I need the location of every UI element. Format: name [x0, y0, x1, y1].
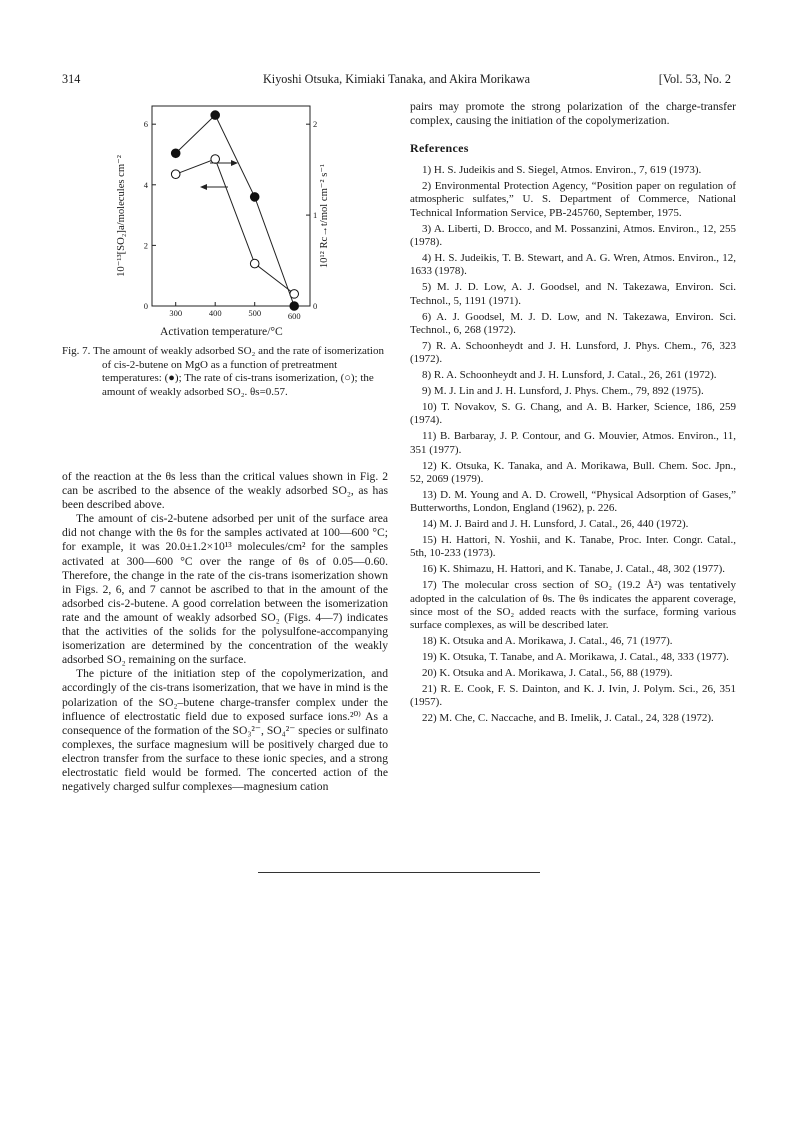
reference-item: 20) K. Otsuka and A. Morikawa, J. Catal., 56, 88 (1979). [422, 667, 673, 680]
data-point-filled [290, 302, 299, 311]
reference-item: 22) M. Che, C. Naccache, and B. Imelik, J. Catal., 24, 328 (1972). [422, 712, 714, 725]
data-point-filled [171, 149, 180, 158]
figure-caption-text: Fig. 7. The amount of weakly adsorbed SO₂ and the rate of isomerization of cis-2-butene on MgO as a function of pretreatment temperatures: (●); The rate of cis-trans isomerization, (○); the amount of weakly adsorbed SO₂. θs=0.57. [62, 345, 384, 398]
references-heading: References [410, 141, 469, 156]
page-number: 314 [62, 72, 81, 86]
reference-item: 19) K. Otsuka, T. Tanabe, and A. Morikawa, J. Catal., 48, 333 (1977). [422, 651, 729, 664]
figure-caption [62, 345, 388, 399]
y-left-tick-label: 6 [143, 119, 148, 130]
data-point-open [290, 290, 299, 299]
reference-item: 8) R. A. Schoonheydt and J. H. Lunsford, J. Catal., 26, 261 (1972). [422, 369, 717, 382]
x-tick-label: 400 [208, 308, 222, 318]
continuation-paragraph: pairs may promote the strong polarization of the charge-transfer complex, causing the initiation of the copolymerization. [410, 100, 736, 128]
x-tick-label: 500 [248, 308, 262, 318]
reference-item: 13) D. M. Young and A. D. Crowell, “Physical Adsorption of Gases,” Butterworths, London, England (1962), p. 226. [410, 488, 736, 515]
paragraph-2: The amount of cis-2-butene adsorbed per unit of the surface area did not change with the θs for the samples activated at 100—600 °C; for example, it was 20.0±1.2×10¹³ molecules/cm² for the samples activated at 300—600 °C over the range of θs of 0.05—0.60. Therefore, the change in the rate of the cis-trans isomerization shown in Figs. 2, 6, and 7 cannot be ascribed to that in the amount of the adsorbed cis-2-butene. A good correlation between the isomerization rate and the amount of weakly adsorbed SO₂ (Figs. 4—7) indicates that the activities of the solids for the polysulfone-accompanying isomerization are determined by the concentration of the weakly adsorbed SO₂ remaining on the surface. [62, 512, 388, 667]
volume-info: [Vol. 53, No. 2 [658, 72, 731, 86]
reference-item: 7) R. A. Schoonheydt and J. H. Lunsford, J. Phys. Chem., 76, 323 (1972). [410, 339, 736, 366]
plot-frame [152, 106, 310, 306]
end-rule [258, 872, 540, 873]
paragraph-3: The picture of the initiation step of the copolymerization, and accordingly of the cis-trans isomerization, that we have in mind is the polarization of the SO₂–butene charge-transfer complex under the influence of electrostatic field due to exposed surface ions.²⁰⁾ As a consequence of the formation of the SO₃²⁻, SO₄²⁻ species or sulfinato complexes, the surface magnesium will be positively charged due to electron transfer from the surface to these ionic species, and a strong electrostatic field would be formed. The concerted action of the negatively charged sulfur complexes—magnesium cation [62, 667, 388, 794]
data-point-filled [250, 193, 259, 202]
data-point-open [211, 155, 220, 164]
figure-7-chart [100, 98, 350, 330]
running-header [62, 72, 731, 90]
data-point-filled [211, 111, 220, 120]
running-authors: Kiyoshi Otsuka, Kimiaki Tanaka, and Akira Morikawa [263, 72, 530, 86]
chart-axes [152, 106, 310, 306]
y-right-tick-label: 2 [313, 119, 318, 130]
reference-item: 6) A. J. Goodsel, M. J. D. Low, and N. Takezawa, Environ. Sci. Technol., 6, 268 (1972). [410, 310, 736, 336]
reference-item: 21) R. E. Cook, F. S. Dainton, and K. J. Ivin, J. Polym. Sci., 26, 351 (1957). [410, 683, 736, 709]
reference-item: 5) M. J. D. Low, A. J. Goodsel, and N. Takezawa, Environ. Sci. Technol., 5, 1191 (1971). [410, 281, 736, 307]
reference-item: 9) M. J. Lin and J. H. Lunsford, J. Phys. Chem., 79, 892 (1975). [422, 385, 704, 398]
y-left-tick-label: 2 [143, 240, 148, 251]
reference-item: 18) K. Otsuka and A. Morikawa, J. Catal., 46, 71 (1977). [422, 635, 673, 648]
y-right-tick-label: 0 [313, 301, 318, 311]
reference-item: 3) A. Liberti, D. Brocco, and M. Possanzini, Atmos. Environ., 12, 255 (1978). [410, 222, 736, 249]
references-list [410, 164, 736, 726]
series-line [176, 159, 295, 294]
chart-series [171, 111, 298, 311]
data-point-open [250, 259, 259, 268]
x-tick-label: 300 [169, 308, 183, 318]
reference-item: 14) M. J. Baird and J. H. Lunsford, J. Catal., 26, 440 (1972). [422, 518, 689, 531]
reference-item: 2) Environmental Protection Agency, “Position paper on regulation of atmospheric sulfates,” U. S. Department of Commerce, National Technical Information Service, PB-245760, September, 1975. [410, 180, 736, 219]
y-axis-left-label: 10⁻¹³[SO₂]a/molecules cm⁻² [116, 155, 127, 277]
reference-item: 11) B. Barbaray, J. P. Contour, and G. Mouvier, Atmos. Environ., 11, 351 (1977). [410, 430, 736, 456]
x-tick-label: 600 [287, 311, 301, 321]
reference-item: 1) H. S. Judeikis and S. Siegel, Atmos. Environ., 7, 619 (1973). [422, 164, 702, 177]
data-point-open [171, 170, 180, 179]
y-right-tick-label: 1 [313, 210, 318, 221]
reference-item: 4) H. S. Judeikis, T. B. Stewart, and A. G. Wren, Atmos. Environ., 12, 1633 (1978). [410, 252, 736, 278]
y-axis-right-label: 10¹² Rc→t/mol cm⁻² s⁻¹ [319, 163, 330, 269]
right-column [410, 100, 736, 728]
y-left-tick-label: 4 [143, 179, 148, 190]
reference-item: 10) T. Novakov, S. G. Chang, and A. B. Harker, Science, 186, 259 (1974). [410, 401, 736, 427]
reference-item: 15) H. Hattori, N. Yoshii, and K. Tanabe, Proc. Inter. Congr. Catal., 5th, 10-233 (1973). [410, 534, 736, 560]
reference-item: 16) K. Shimazu, H. Hattori, and K. Tanabe, J. Catal., 48, 302 (1977). [422, 563, 725, 576]
reference-item: 12) K. Otsuka, K. Tanaka, and A. Morikawa, Bull. Chem. Soc. Jpn., 52, 2069 (1979). [410, 459, 736, 485]
y-left-tick-label: 0 [143, 301, 148, 311]
paragraph-1: of the reaction at the θs less than the critical values shown in Fig. 2 can be ascribed to the absence of the weakly adsorbed SO₂, as has been described above. [62, 470, 388, 512]
left-column [62, 470, 388, 794]
reference-item: 17) The molecular cross section of SO₂ (19.2 Å²) was tentatively adopted in the calculation of θs. The θs indicates the apparent coverage, since most of the SO₂ added reacts with the surface, forming various surface complexes, as will be described later. [410, 579, 736, 632]
chart-arrows [200, 160, 238, 190]
x-axis-label: Activation temperature/°C [160, 325, 283, 338]
